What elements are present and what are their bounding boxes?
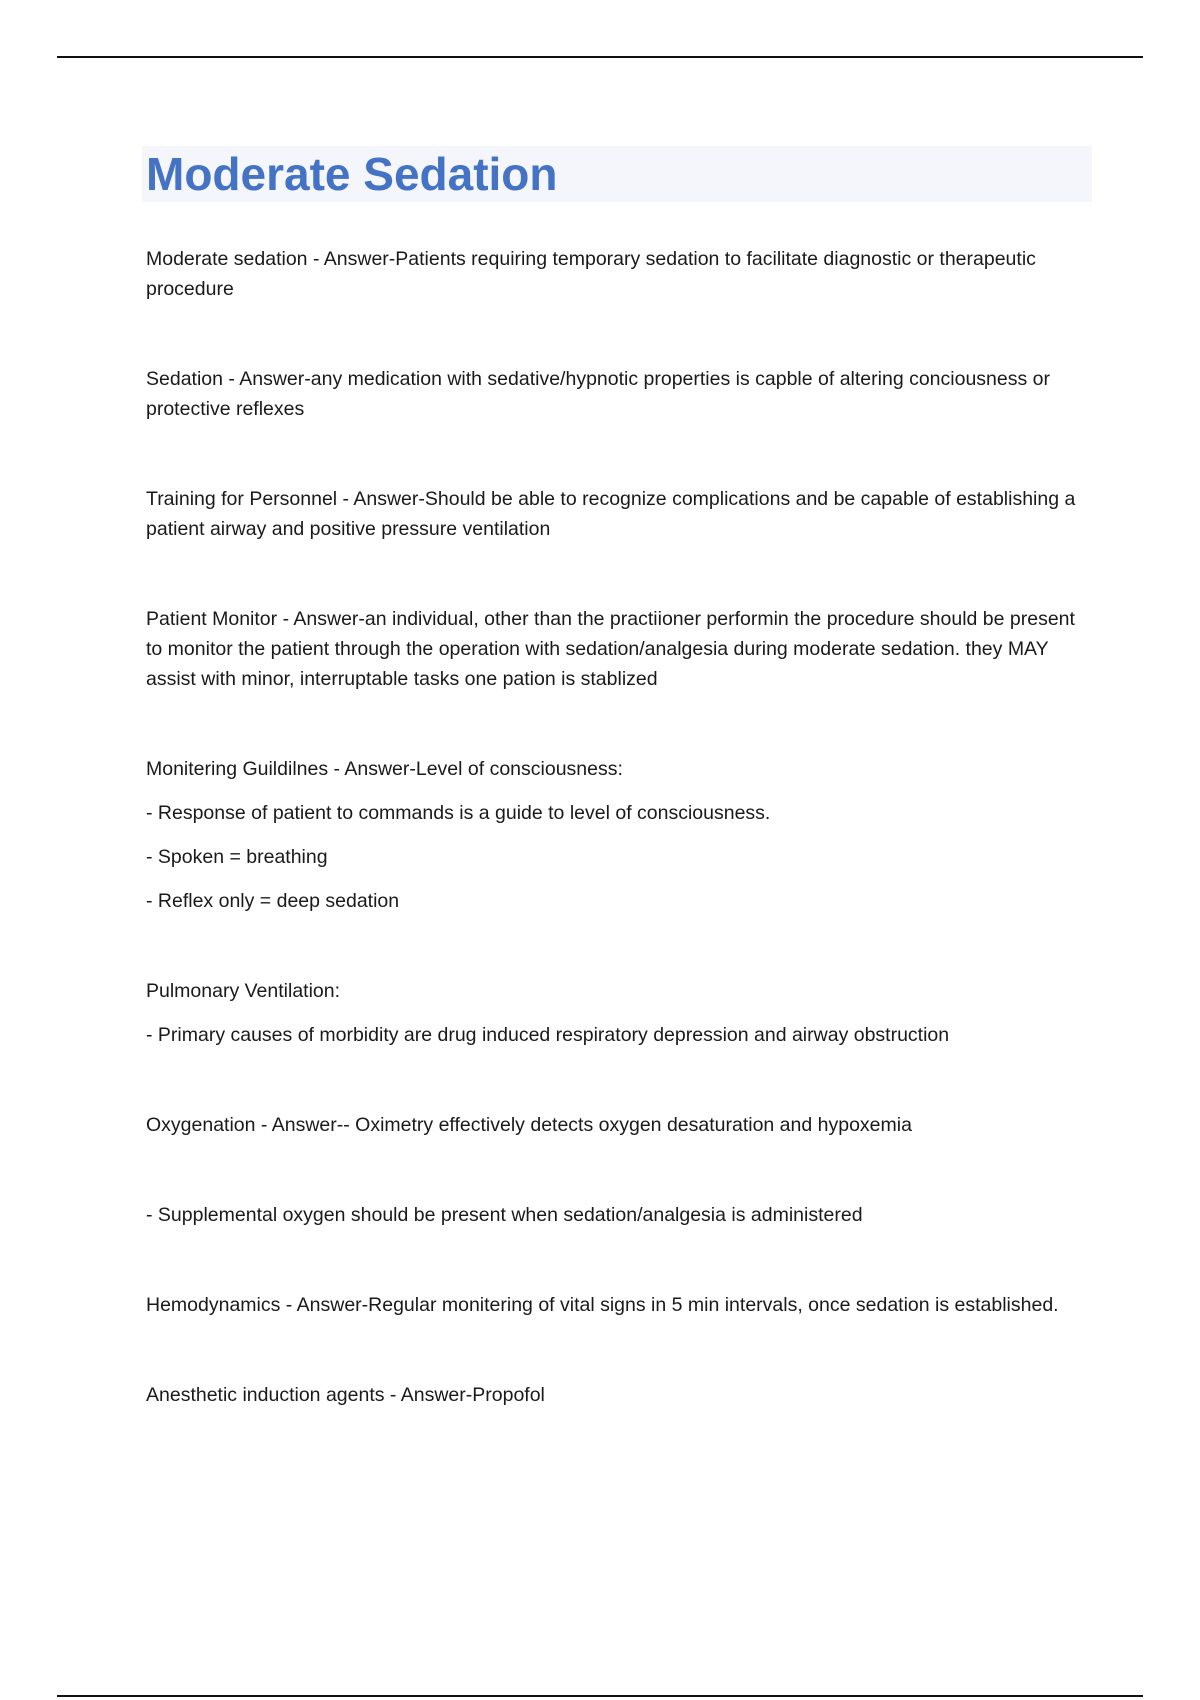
pulmonary-ventilation-block (146, 976, 1096, 1050)
entry-training-personnel: Training for Personnel - Answer-Should be able to recognize complications and be capable of establishing a patient airway and positive pressure ventilation (146, 488, 1076, 540)
monitoring-line: - Response of patient to commands is a guide to level of consciousness. (146, 802, 771, 824)
entry-hemodynamics: Hemodynamics - Answer-Regular monitering of vital signs in 5 min intervals, once sedation is established. (146, 1294, 1059, 1316)
top-rule (57, 56, 1143, 58)
bottom-rule (57, 1695, 1143, 1697)
entry-moderate-sedation: Moderate sedation - Answer-Patients requiring temporary sedation to facilitate diagnostic or therapeutic procedure (146, 248, 1036, 300)
monitoring-line: - Spoken = breathing (146, 846, 328, 868)
monitoring-line: - Reflex only = deep sedation (146, 890, 400, 912)
monitoring-heading: Monitering Guildilnes - Answer-Level of consciousness: (146, 758, 623, 780)
entry-oxygenation: Oxygenation - Answer-- Oximetry effectively detects oxygen desaturation and hypoxemia (146, 1114, 912, 1136)
document-title: Moderate Sedation (146, 148, 558, 200)
document-body (146, 244, 1096, 1470)
entry-supplemental-oxygen: - Supplemental oxygen should be present when sedation/analgesia is administered (146, 1204, 863, 1226)
pulmonary-heading: Pulmonary Ventilation: (146, 980, 341, 1002)
entry-sedation: Sedation - Answer-any medication with sedative/hypnotic properties is capble of altering conciousness or protective reflexes (146, 368, 1050, 420)
pulmonary-line: - Primary causes of morbidity are drug induced respiratory depression and airway obstruction (146, 1024, 950, 1046)
monitoring-guidelines-block (146, 754, 1096, 916)
entry-anesthetic-agents: Anesthetic induction agents - Answer-Propofol (146, 1384, 545, 1406)
entry-patient-monitor: Patient Monitor - Answer-an individual, other than the practiioner performin the procedure should be present to monitor the patient through the operation with sedation/analgesia during moderate sedation. they MAY assist with minor, interruptable tasks one pation is stablized (146, 608, 1075, 690)
